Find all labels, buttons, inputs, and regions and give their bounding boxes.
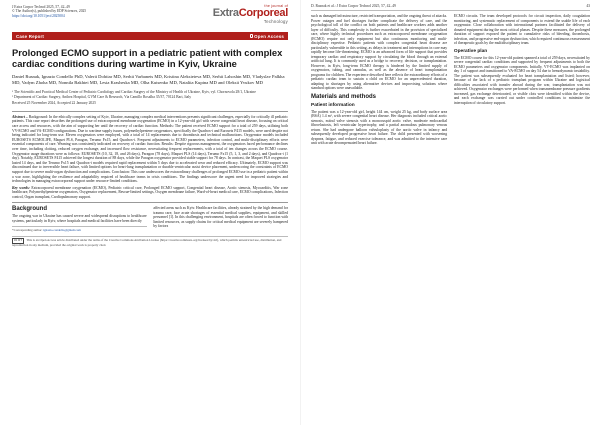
keywords-text: Extracorporeal membrane oxygenation (ECMO), Pediatric critical care, Prolonged ECMO support, Congenital heart disease, Aortic stenosis, Myocarditis, War zone healthcare, Polymethylpentene oxygenators, Oxygenator replacement, Rescue-limited settings, Oxygen membrane failure, Ward-of-heart medical care, ECMO complications, Infection control, Organ transplant, Cardiopulmonary support. — [12, 185, 288, 199]
corresponding-author — [12, 226, 147, 232]
article-title: Prolonged ECMO support in a pediatric patient with complex cardiac conditions during wartime in Kyiv, Ukraine — [12, 47, 283, 69]
background-heading: Background — [12, 206, 48, 213]
cc-license-icon: cc BY — [14, 238, 23, 243]
affiliation-2: ² Department of Cardiac Surgery, Anthea Hospital, GVM Care & Research, Via Camillo Rosalba 35/37, 70124 Bari, Italy — [12, 94, 192, 99]
background-paragraph-1: The ongoing war in Ukraine has caused severe and widespread disruptions to healthcare systems, particularly in Kyiv, where hospitals and medical facilities have been directly — [12, 214, 147, 223]
abstract-box — [12, 111, 288, 204]
abstract — [12, 115, 288, 184]
logo-prefix: the journal of — [264, 4, 288, 8]
operative-plan-heading: Operative plan — [453, 48, 488, 54]
abstract-label: Abstract – — [12, 114, 28, 119]
corresponding-label: *Corresponding author: — [12, 227, 43, 232]
article-type-label: Case Report — [16, 33, 45, 39]
right-header — [311, 4, 590, 11]
open-access-badge — [250, 34, 284, 39]
running-header: D. Rusnak et al.: J Extra Corpor Technol 2025, 57, 42–49 — [311, 4, 396, 8]
methods-heading: Materials and methods — [311, 93, 377, 100]
received-accepted-dates: Received 25 November 2024, Accepted 22 January 2025 — [12, 101, 96, 106]
right-body-col-2 — [454, 14, 590, 146]
operative-plan-paragraph: The ECMO course for this 12-year-old patient spanned a total of 259 days, necessitated by severe congenital cardiac conditions and supported by frequent adjustments to both the ECMO parameters and oxygenator components. Initially, VV-ECMO was implanted on day 1 of support and transitioned to VA-ECMO on day 54 due to hemodynamic instability. The patient was subsequently evaluated for heart transplantation and listed; however, because of the lack of a pediatric transplant program within Ukraine and logistical difficulties associated with transfer abroad during the war, transplantation was not achieved. Oxygenator exchanges were performed when transmembrane pressure gradients increased, gas exchange deteriorated, or visible clots were identified within the device, and each exchange was carried out under controlled conditions to minimize the interruption of circulatory support. — [453, 55, 590, 105]
left-header — [12, 4, 288, 28]
background-paragraph-2: affected areas such as Kyiv. Healthcare facilities, already strained by the high demand for trauma care, face acute shortages of essential medical supplies, equipment, and skilled personnel [1]. In this challenging environment, hospitals are often forced to function with limited resources, as supply chains for critical medical equipment are severely hampered by factors — [153, 206, 288, 229]
affiliation-1: ¹ The Scientific and Practical Medical Center of Pediatric Cardiology and Cardiac Surgery of the Ministry of Health of Ukraine, Kyiv, vyl. Chornovola 28/1, Ukraine — [12, 89, 256, 94]
logo-title-extra: Extra — [212, 7, 239, 19]
copyright-line: © The Author(s), published by EDP Sciences, 2025 — [12, 9, 87, 14]
context-paragraph: such as damaged infrastructure, restricted transportation, and the ongoing threat of attacks. Power outages and fuel shortages further complicate the delivery of care, and the psychological toll of the conflict on both patients and healthcare workers adds another layer of difficulty. This complexity is further exacerbated in the provision of specialized care, where highly technical procedures such as extracorporeal membrane oxygenation (ECMO) require not only equipment but also continuous monitoring and multi-disciplinary expertise. Pediatric patients with complex congenital heart disease are particularly vulnerable in this setting, as delays in treatment and interruptions in care may rapidly become life-threatening. ECMO is an advanced form of life support that provides temporary cardiac and respiratory support by circulating the blood through an external artificial lung. It is commonly used as a bridge to recovery, decision, or transplantation. However, in Kyiv, long-term ECMO therapy is hindered by the limited supply of oxygenators, tubing, and cannulas, as well as the absence of heart transplantation programs for children. The experience described here reflects the extraordinary efforts of a pediatric cardiac team to sustain a child on ECMO for an unprecedented duration, adapting to shortages by using alternative devices and improvising solutions where standard options were unavailable. — [311, 14, 448, 90]
citation-line: J Extra Corpor Technol 2025, 57, 42–49 — [12, 5, 70, 9]
patient-info-heading: Patient information — [311, 102, 355, 108]
patient-info-paragraph: The patient was a 12-year-old girl, height 144 cm, weight 25 kg, and body surface area (BSA) 1.4 m², with severe congenital heart disease. Her diagnosis included critical aortic stenosis, mitral valve stenosis with a monocuspid aortic valve, moderate endocardial fibroelastosis, left ventricular hypertrophy, and a partial anomalous pulmonary venous return. She had undergone balloon valvuloplasty of the aortic valve in infancy and subsequently developed progressive heart failure. The child presented with worsening dyspnea, fatigue, and reduced exercise tolerance, and was admitted to the intensive care unit with acute decompensated heart failure. — [311, 109, 448, 145]
article-type-bar — [12, 32, 288, 40]
license-footer — [12, 236, 288, 248]
open-access-label: Open Access — [254, 33, 284, 39]
logo-title-corporeal: Corporeal — [238, 7, 288, 19]
right-body-col-1 — [311, 14, 447, 146]
circuit-paragraph: ECMO circuits. The team developed protocols for circuit inspection, daily coagulation monitoring, and systematic replacement of components to extend the usable life of each oxygenator. Close collaboration with international partners facilitated the delivery of donated equipment during the most critical phases. Despite these measures, the prolonged duration of support exposed the patient to cumulative risks of bleeding, thrombosis, infection, and progressive end-organ dysfunction, which required continuous reassessment of therapeutic goals by the multidisciplinary team. — [453, 14, 590, 45]
license-text: This is an Open Access article distributed under the terms of the Creative Commons Attribution License (https://creativecommons.org/licenses/by/4.0), which permits unrestricted use, distribution, and reproduction in any medium, provided the original work is properly cited. — [12, 238, 282, 248]
citation-block — [12, 5, 86, 18]
keywords-label: Key words: — [12, 185, 30, 190]
left-body-columns — [12, 203, 288, 232]
doi-link[interactable]: https://doi.org/10.1051/ject/2025004 — [12, 13, 65, 18]
author-list: Daniel Rusnak, Ignazio Condello PhD, Valerii Dohtiar MD, Serhii Varbanets MD, Kristina Aleksieieva MD, Serhii Lahoshin MD, Vladyslav Palkha MD, Vadym Zhoha MD, Nonnila Bakhtei MD, Lesia Krasheska MD, Olha Kutsenko MD, Nataliia Kupina MD and Oleksii Yvukov MD — [12, 74, 285, 85]
abstract-text: Background: In the ethically complex setting of Kyiv, Ukraine, managing complex medical interventions presents significant challenges, especially for critically ill pediatric patients. This case report describes the prolonged use of extracorporeal membrane oxygenation (ECMO) in a 12-year-old girl with severe congenital heart disease, focusing on critical care access and resources, with the aim of supporting her until the recovery of cardiac function. Methods: The patient received ECMO support for a total of 259 days, utilizing both VV-ECMO and VA-ECMO configurations. Due to wartime supply issues, polymethylpentene oxygenators, specifically the Quadrox-i and Eurosets F415 models, were used despite not being indicated for long-term use. Eleven oxygenators were employed, with a total of 14 replacements due to thrombosis and technical malfunctions. Oxygenator models included EUROSETS ECMOLIFE, Maquet PLS, Paragon, Terumo Fx15, and Quadrox-i. Frequent adjustments to ECMO parameters, infection control, and multi-disciplinary efforts were essential components of care. Weaning was consistently indicated on recovery of cardiac function. Results: Despite rigorous management, the oxygenators faced performance declines over time, including clotting, reduced oxygen exchange, and increased flow resistance, necessitating frequent replacements, with a total of ten changes across the ECMO course. Oxygenator usage durations were as follows: EUROSETS (10, 32, 18, and 26 days), Paragon (78 days), Maquet PLS (14 days), Terumo Fx15 (5, 1, 3, and 2 days), and Quadrox-i (1 day). Notably, EUROSETS F415 achieved the longest duration of 88 days, while the Paragon oxygenator provided stable support for 78 days. In contrast, the Maquet PLS oxygenator lasted 14 days, and the Terumo Fx15 and Quadrox-i models required rapid replacement within 5 days due to accelerated wear and reduced efficacy. Ultimately, ECMO support was discontinued due to irreversible heart failure, with limited options for heart-lung transplantation or durable ventricular assist device placement, underscoring the constraints of ECMO support due to severe multi-organ dysfunction and complications. Conclusion: This case underscores the extraordinary challenges of prolonged ECMO use in a pediatric patient within a war zone, highlighting the resilience and adaptability required of healthcare teams in crisis conditions. The findings underscore the urgent need for improved strategies and technologies in managing extracorporeal support under resource-limited conditions. — [12, 114, 289, 184]
logo-title — [213, 8, 288, 19]
right-body-columns — [311, 14, 590, 146]
open-access-icon — [250, 34, 253, 38]
keywords — [12, 186, 288, 200]
right-page — [300, 0, 600, 425]
journal-logo — [213, 4, 288, 24]
left-body-col-2 — [153, 203, 288, 232]
corresponding-email[interactable]: ignazio.condello@gmail.com — [43, 227, 81, 232]
logo-subtitle: Technology — [263, 19, 288, 24]
page-number: 43 — [586, 4, 590, 8]
left-body-col-1 — [12, 203, 147, 232]
